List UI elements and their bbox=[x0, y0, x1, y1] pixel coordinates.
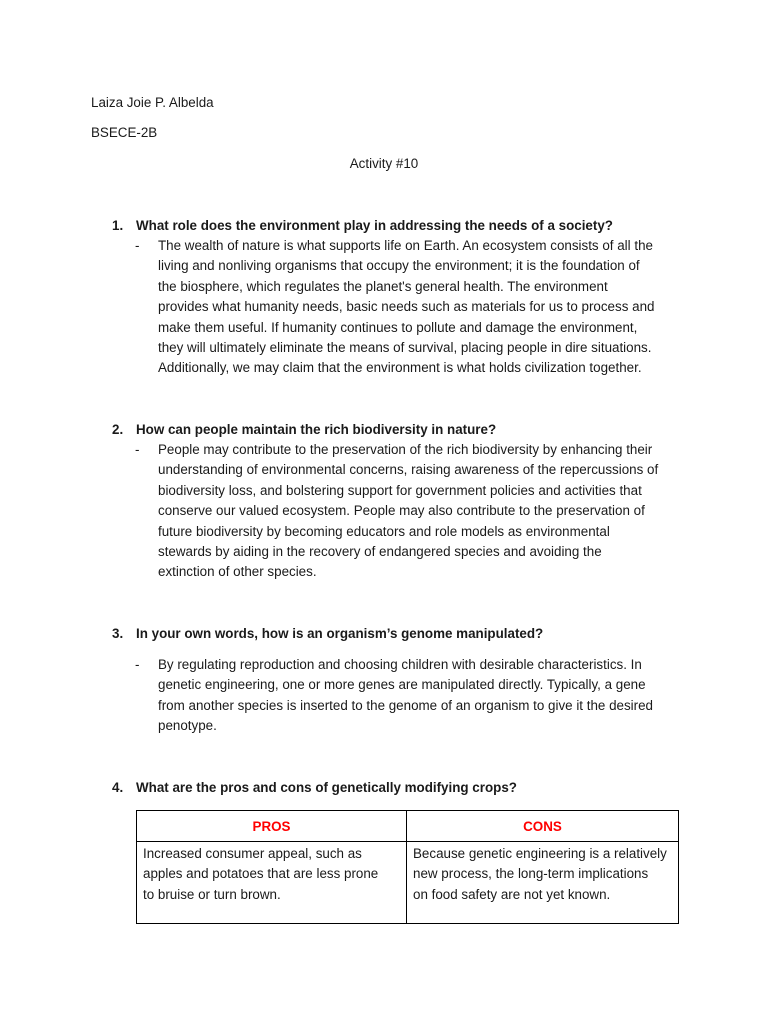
answer-line: conserve our valued ecosystem. People may also contribute to the preservation of bbox=[158, 503, 645, 519]
cons-header: CONS bbox=[407, 811, 679, 842]
answer-line: penotype. bbox=[158, 718, 217, 734]
question-4-number: 4. bbox=[112, 780, 124, 795]
answer-line: People may contribute to the preservation of the rich biodiversity by enhancing their bbox=[158, 442, 653, 457]
answer-line: from another species is inserted to the genome of an organism to give it the desired bbox=[158, 697, 653, 713]
answer-line: provides what humanity needs, basic needs such as materials for us to process and bbox=[158, 299, 655, 315]
table-header-row bbox=[137, 811, 679, 842]
pros-line: apples and potatoes that are less prone bbox=[143, 866, 379, 882]
answer-line: the biosphere, which regulates the planet's general health. The environment bbox=[158, 278, 608, 294]
question-3-number: 3. bbox=[112, 626, 124, 641]
pros-line: to bruise or turn brown. bbox=[143, 886, 281, 902]
answer-line: understanding of environmental concerns, raising awareness of the repercussions of bbox=[158, 462, 659, 478]
activity-title: Activity #10 bbox=[349, 156, 419, 171]
section-label: BSECE-2B bbox=[91, 125, 158, 140]
answer-line: The wealth of nature is what supports life on Earth. An ecosystem consists of all the bbox=[158, 238, 653, 253]
table-row bbox=[137, 842, 679, 924]
answer-line: biodiversity loss, and bolstering support for government policies and activities that bbox=[158, 482, 642, 498]
answer-line: Additionally, we may claim that the environment is what holds civilization together. bbox=[158, 360, 642, 376]
answer-line: make them useful. If humanity continues to pollute and damage the environment, bbox=[158, 319, 638, 335]
answer-line: genetic engineering, one or more genes are manipulated directly. Typically, a gene bbox=[158, 677, 646, 693]
question-3-text: In your own words, how is an organism’s genome manipulated? bbox=[136, 626, 544, 641]
question-1-text: What role does the environment play in addressing the needs of a society? bbox=[136, 218, 613, 233]
cons-line: new process, the long-term implications bbox=[413, 866, 649, 882]
pros-header: PROS bbox=[137, 811, 407, 842]
answer-line: By regulating reproduction and choosing children with desirable characteristics. In bbox=[158, 657, 642, 672]
answer-line: living and nonliving organisms that occupy the environment; it is the foundation of bbox=[158, 258, 640, 274]
author-name: Laiza Joie P. Albelda bbox=[91, 95, 214, 110]
pros-cons-table bbox=[136, 810, 679, 924]
cons-line: on food safety are not yet known. bbox=[413, 886, 611, 902]
answer-line: stewards by aiding in the recovery of endangered species and avoiding the bbox=[158, 544, 602, 560]
answer-line: extinction of other species. bbox=[158, 564, 317, 580]
answer-line: future biodiversity by becoming educators and role models as environmental bbox=[158, 523, 610, 539]
question-1-bullet: - bbox=[135, 238, 140, 253]
cons-cell bbox=[407, 842, 679, 924]
question-1-number: 1. bbox=[112, 218, 124, 233]
question-1-answer bbox=[158, 236, 688, 379]
question-2-bullet: - bbox=[135, 442, 140, 457]
question-3-bullet: - bbox=[135, 657, 140, 672]
pros-cell bbox=[137, 842, 407, 924]
cons-line: Because genetic engineering is a relatively bbox=[413, 846, 667, 861]
question-2-number: 2. bbox=[112, 422, 124, 437]
question-2-answer bbox=[158, 440, 688, 583]
question-3-answer bbox=[158, 655, 688, 737]
pros-line: Increased consumer appeal, such as bbox=[143, 846, 362, 861]
question-2-text: How can people maintain the rich biodiversity in nature? bbox=[136, 422, 497, 437]
question-4-text: What are the pros and cons of genetically modifying crops? bbox=[136, 780, 517, 795]
answer-line: they will ultimately eliminate the means of survival, placing people in dire situations. bbox=[158, 340, 652, 356]
